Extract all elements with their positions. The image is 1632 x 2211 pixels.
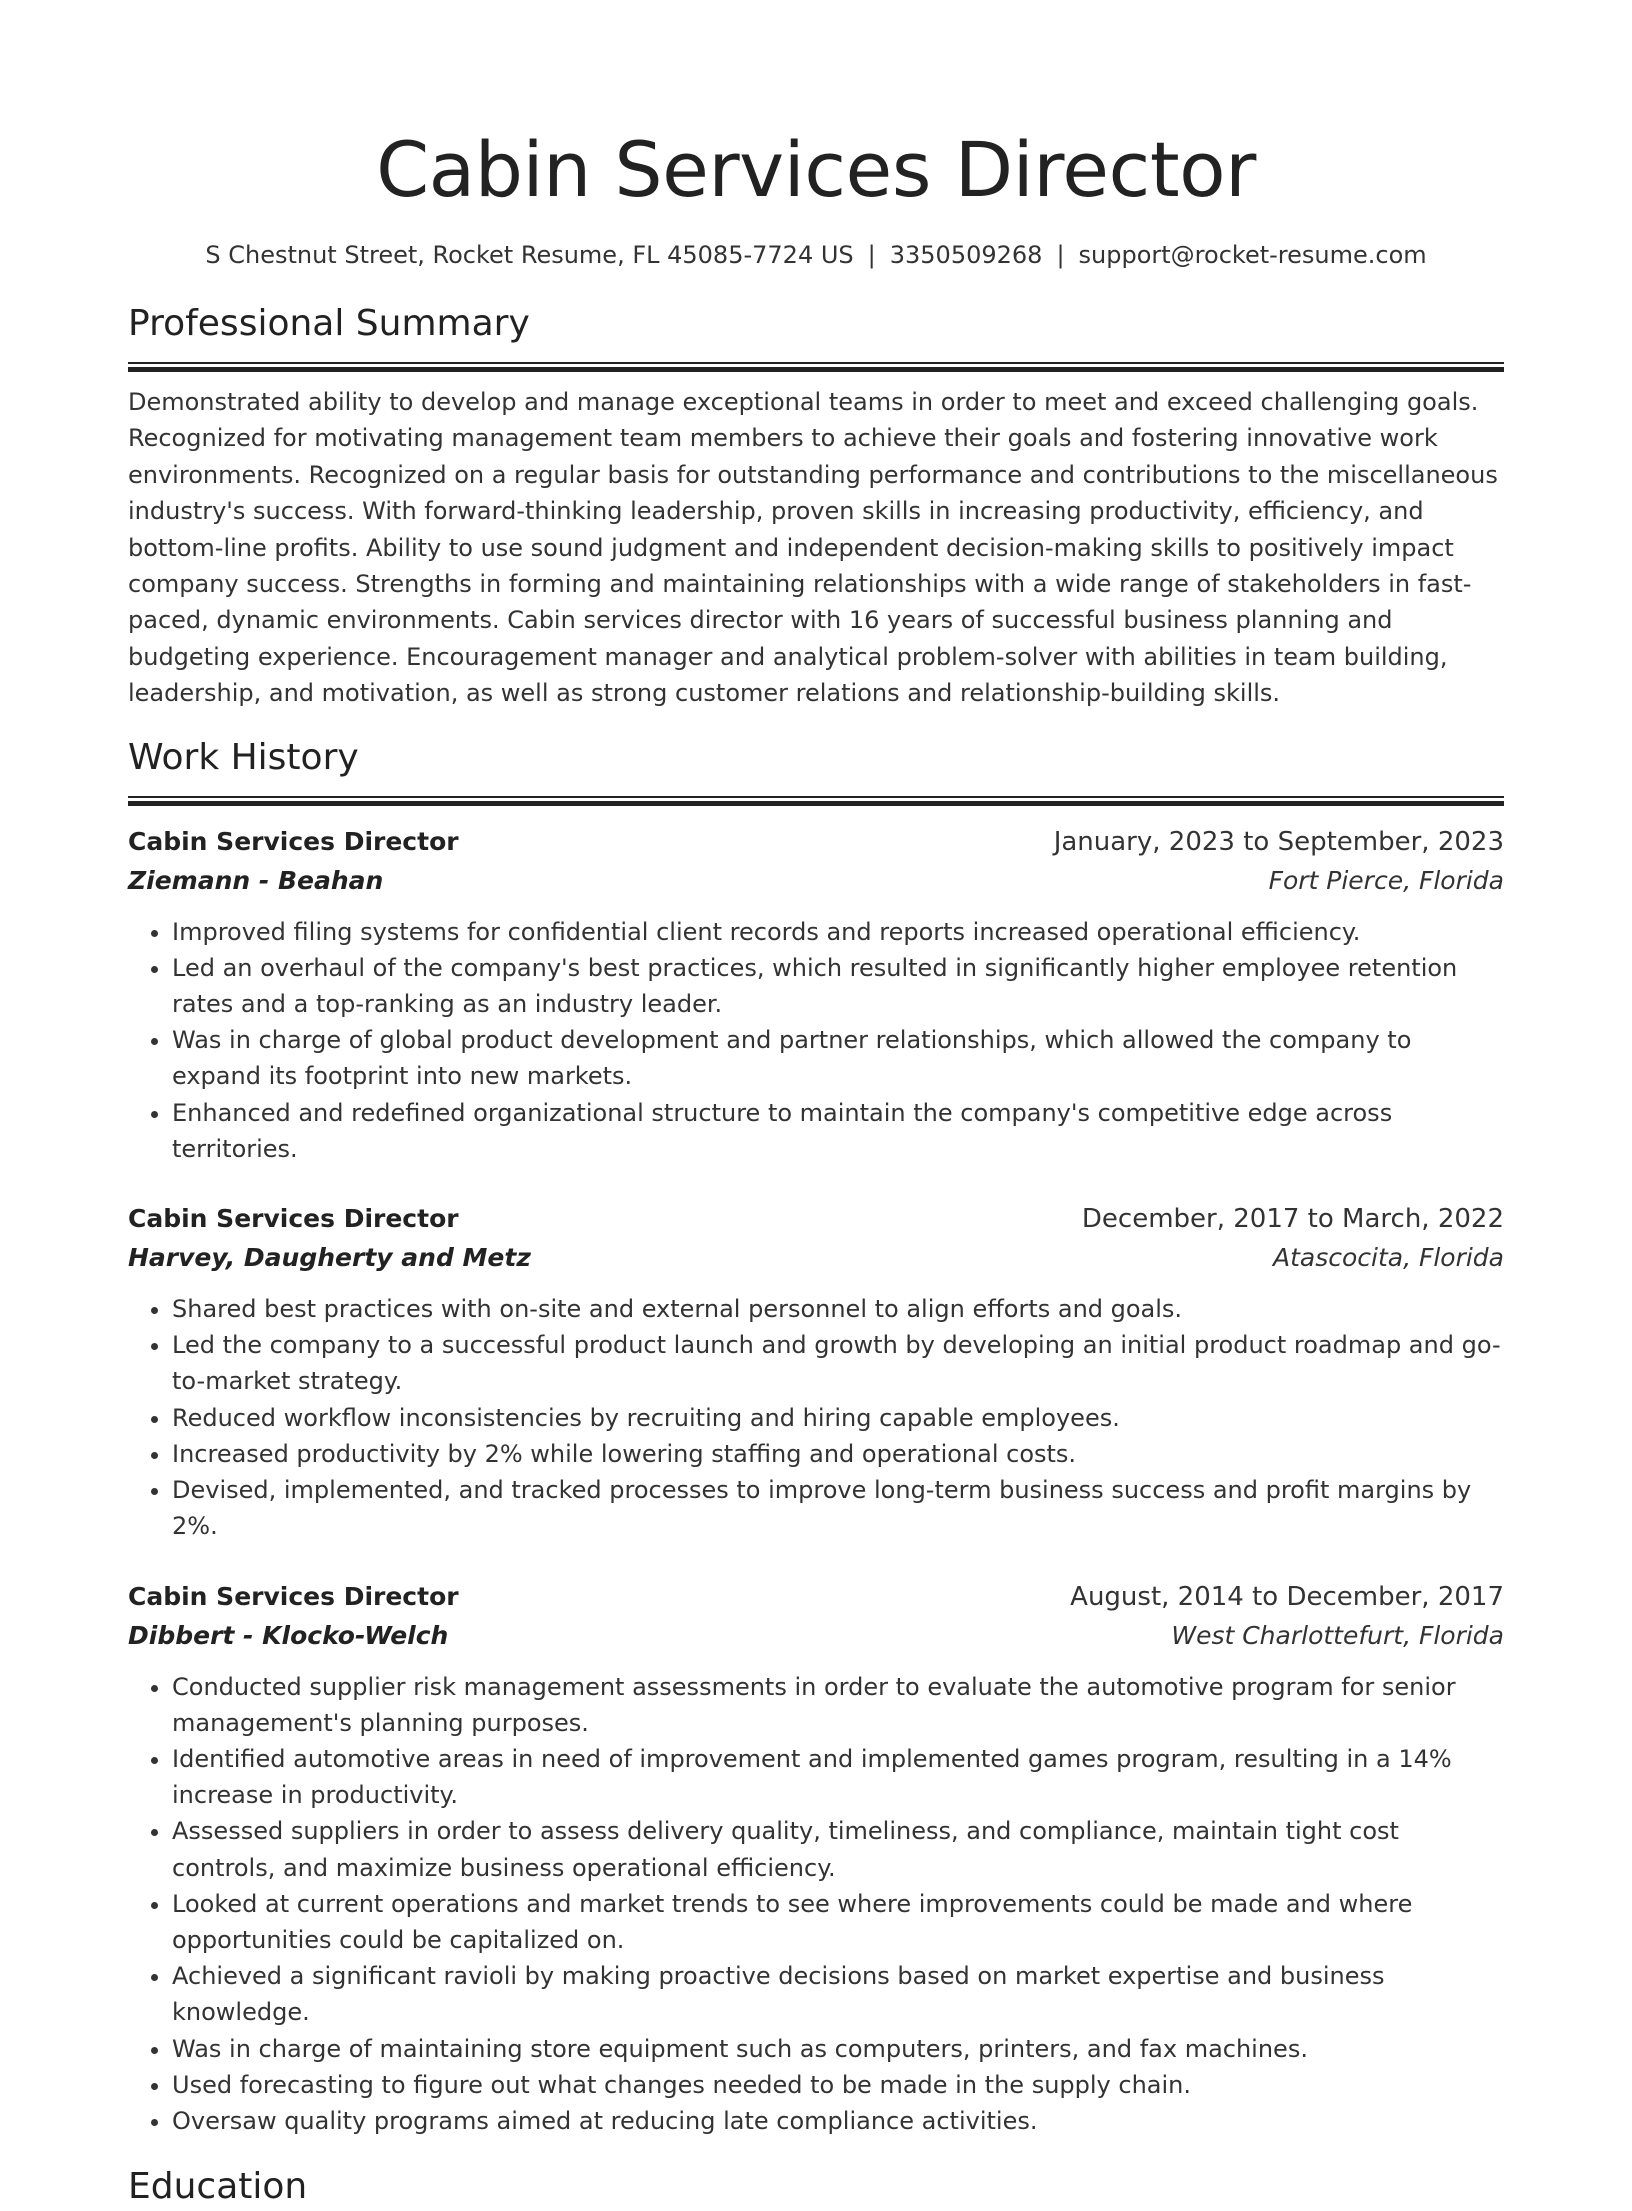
- job-title: Cabin Services Director: [128, 1204, 459, 1234]
- job-bullet: • Oversaw quality programs aimed at reducing late compliance activities.: [172, 2103, 1504, 2139]
- job-bullet: • Increased productivity by 2% while lowering staffing and operational costs.: [172, 1436, 1504, 1472]
- job-company-row: [128, 862, 1504, 900]
- job-entry: [128, 1577, 1504, 2140]
- job-bullet: • Led an overhaul of the company's best practices, which resulted in significantly higher employee retention rates and a top-ranking as an industry leader.: [172, 950, 1504, 1022]
- summary-section: [128, 300, 1504, 712]
- job-bullets: [128, 1291, 1504, 1544]
- job-bullet: • Reduced workflow inconsistencies by recruiting and hiring capable employees.: [172, 1400, 1504, 1436]
- job-bullet: • Conducted supplier risk management assessments in order to evaluate the automotive program for senior management's planning purposes.: [172, 1669, 1504, 1741]
- resume-name: Cabin Services Director: [376, 125, 1256, 214]
- job-location: West Charlottefurt, Florida: [1171, 1620, 1504, 1650]
- job-bullet: • Devised, implemented, and tracked processes to improve long-term business success and profit margins by 2%.: [172, 1472, 1504, 1544]
- job-dates: January, 2023 to September, 2023: [1053, 826, 1504, 857]
- job-company-row: [128, 1239, 1504, 1277]
- contact-separator: |: [867, 241, 876, 269]
- job-bullets: [128, 1669, 1504, 2140]
- job-bullet: • Was in charge of maintaining store equipment such as computers, printers, and fax machines.: [172, 2031, 1504, 2067]
- job-location: Fort Pierce, Florida: [1268, 865, 1504, 895]
- job-title: Cabin Services Director: [128, 1581, 459, 1611]
- job-entry: [128, 1199, 1504, 1544]
- job-bullet: • Shared best practices with on-site and external personnel to align efforts and goals.: [172, 1291, 1504, 1327]
- work-history-heading: Work History: [128, 736, 359, 778]
- job-header-row: [128, 1577, 1504, 1617]
- job-bullet: • Improved filing systems for confidential client records and reports increased operational efficiency.: [172, 914, 1504, 950]
- job-bullet: • Was in charge of global product development and partner relationships, which allowed the company to expand its footprint into new markets.: [172, 1022, 1504, 1094]
- education-heading: Education: [128, 2166, 308, 2208]
- contact-phone: 3350509268: [889, 241, 1043, 269]
- job-entry: [128, 822, 1504, 1167]
- contact-email: support@rocket-resume.com: [1078, 241, 1427, 269]
- job-header-row: [128, 822, 1504, 862]
- summary-text: Demonstrated ability to develop and manage exceptional teams in order to meet and exceed challenging goals. Recognized for motivating management team members to achieve their goals and fostering innovative work environments. Recognized on a regular basis for outstanding performance and contributions to the miscellaneous industry's success. With forward-thinking leadership, proven skills in increasing productivity, efficiency, and bottom-line profits. Ability to use sound judgment and independent decision-making skills to positively impact company success. Strengths in forming and maintaining relationships with a wide range of stakeholders in fast-paced, dynamic environments. Cabin services director with 16 years of successful business planning and budgeting experience. Encouragement manager and analytical problem-solver with abilities in team building, leadership, and motivation, as well as strong customer relations and relationship-building skills.: [128, 388, 1498, 708]
- job-bullet: • Achieved a significant ravioli by making proactive decisions based on market expertise and business knowledge.: [172, 1958, 1504, 2030]
- contact-address: S Chestnut Street, Rocket Resume, FL 45085-7724 US: [205, 241, 854, 269]
- job-header-row: [128, 1199, 1504, 1239]
- education-section: [128, 2163, 1504, 2211]
- job-bullet: • Assessed suppliers in order to assess delivery quality, timeliness, and compliance, maintain tight cost controls, and maximize business operational efficiency.: [172, 1813, 1504, 1885]
- job-bullet: • Used forecasting to figure out what changes needed to be made in the supply chain.: [172, 2067, 1504, 2103]
- work-history-section: [128, 734, 1504, 2139]
- resume-page: [128, 0, 1504, 2211]
- contact-separator: |: [1056, 241, 1065, 269]
- job-bullet: • Enhanced and redefined organizational structure to maintain the company's competitive edge across territories.: [172, 1095, 1504, 1167]
- job-company-row: [128, 1617, 1504, 1655]
- section-divider: [128, 796, 1504, 806]
- contact-line: [128, 238, 1504, 272]
- job-location: Atascocita, Florida: [1272, 1243, 1504, 1273]
- summary-heading: Professional Summary: [128, 303, 530, 344]
- job-company: Dibbert - Klocko-Welch: [128, 1620, 449, 1650]
- job-bullets: [128, 914, 1504, 1167]
- section-divider: [128, 362, 1504, 372]
- job-bullet: • Identified automotive areas in need of improvement and implemented games program, resulting in a 14% increase in productivity.: [172, 1741, 1504, 1813]
- job-title: Cabin Services Director: [128, 826, 459, 856]
- job-company: Harvey, Daugherty and Metz: [128, 1243, 531, 1273]
- job-bullet: • Led the company to a successful product launch and growth by developing an initial product roadmap and go-to-market strategy.: [172, 1327, 1504, 1399]
- job-dates: December, 2017 to March, 2022: [1081, 1204, 1504, 1235]
- job-company: Ziemann - Beahan: [128, 865, 384, 895]
- job-bullet: • Looked at current operations and market trends to see where improvements could be made and where opportunities could be capitalized on.: [172, 1886, 1504, 1958]
- job-dates: August, 2014 to December, 2017: [1070, 1581, 1504, 1612]
